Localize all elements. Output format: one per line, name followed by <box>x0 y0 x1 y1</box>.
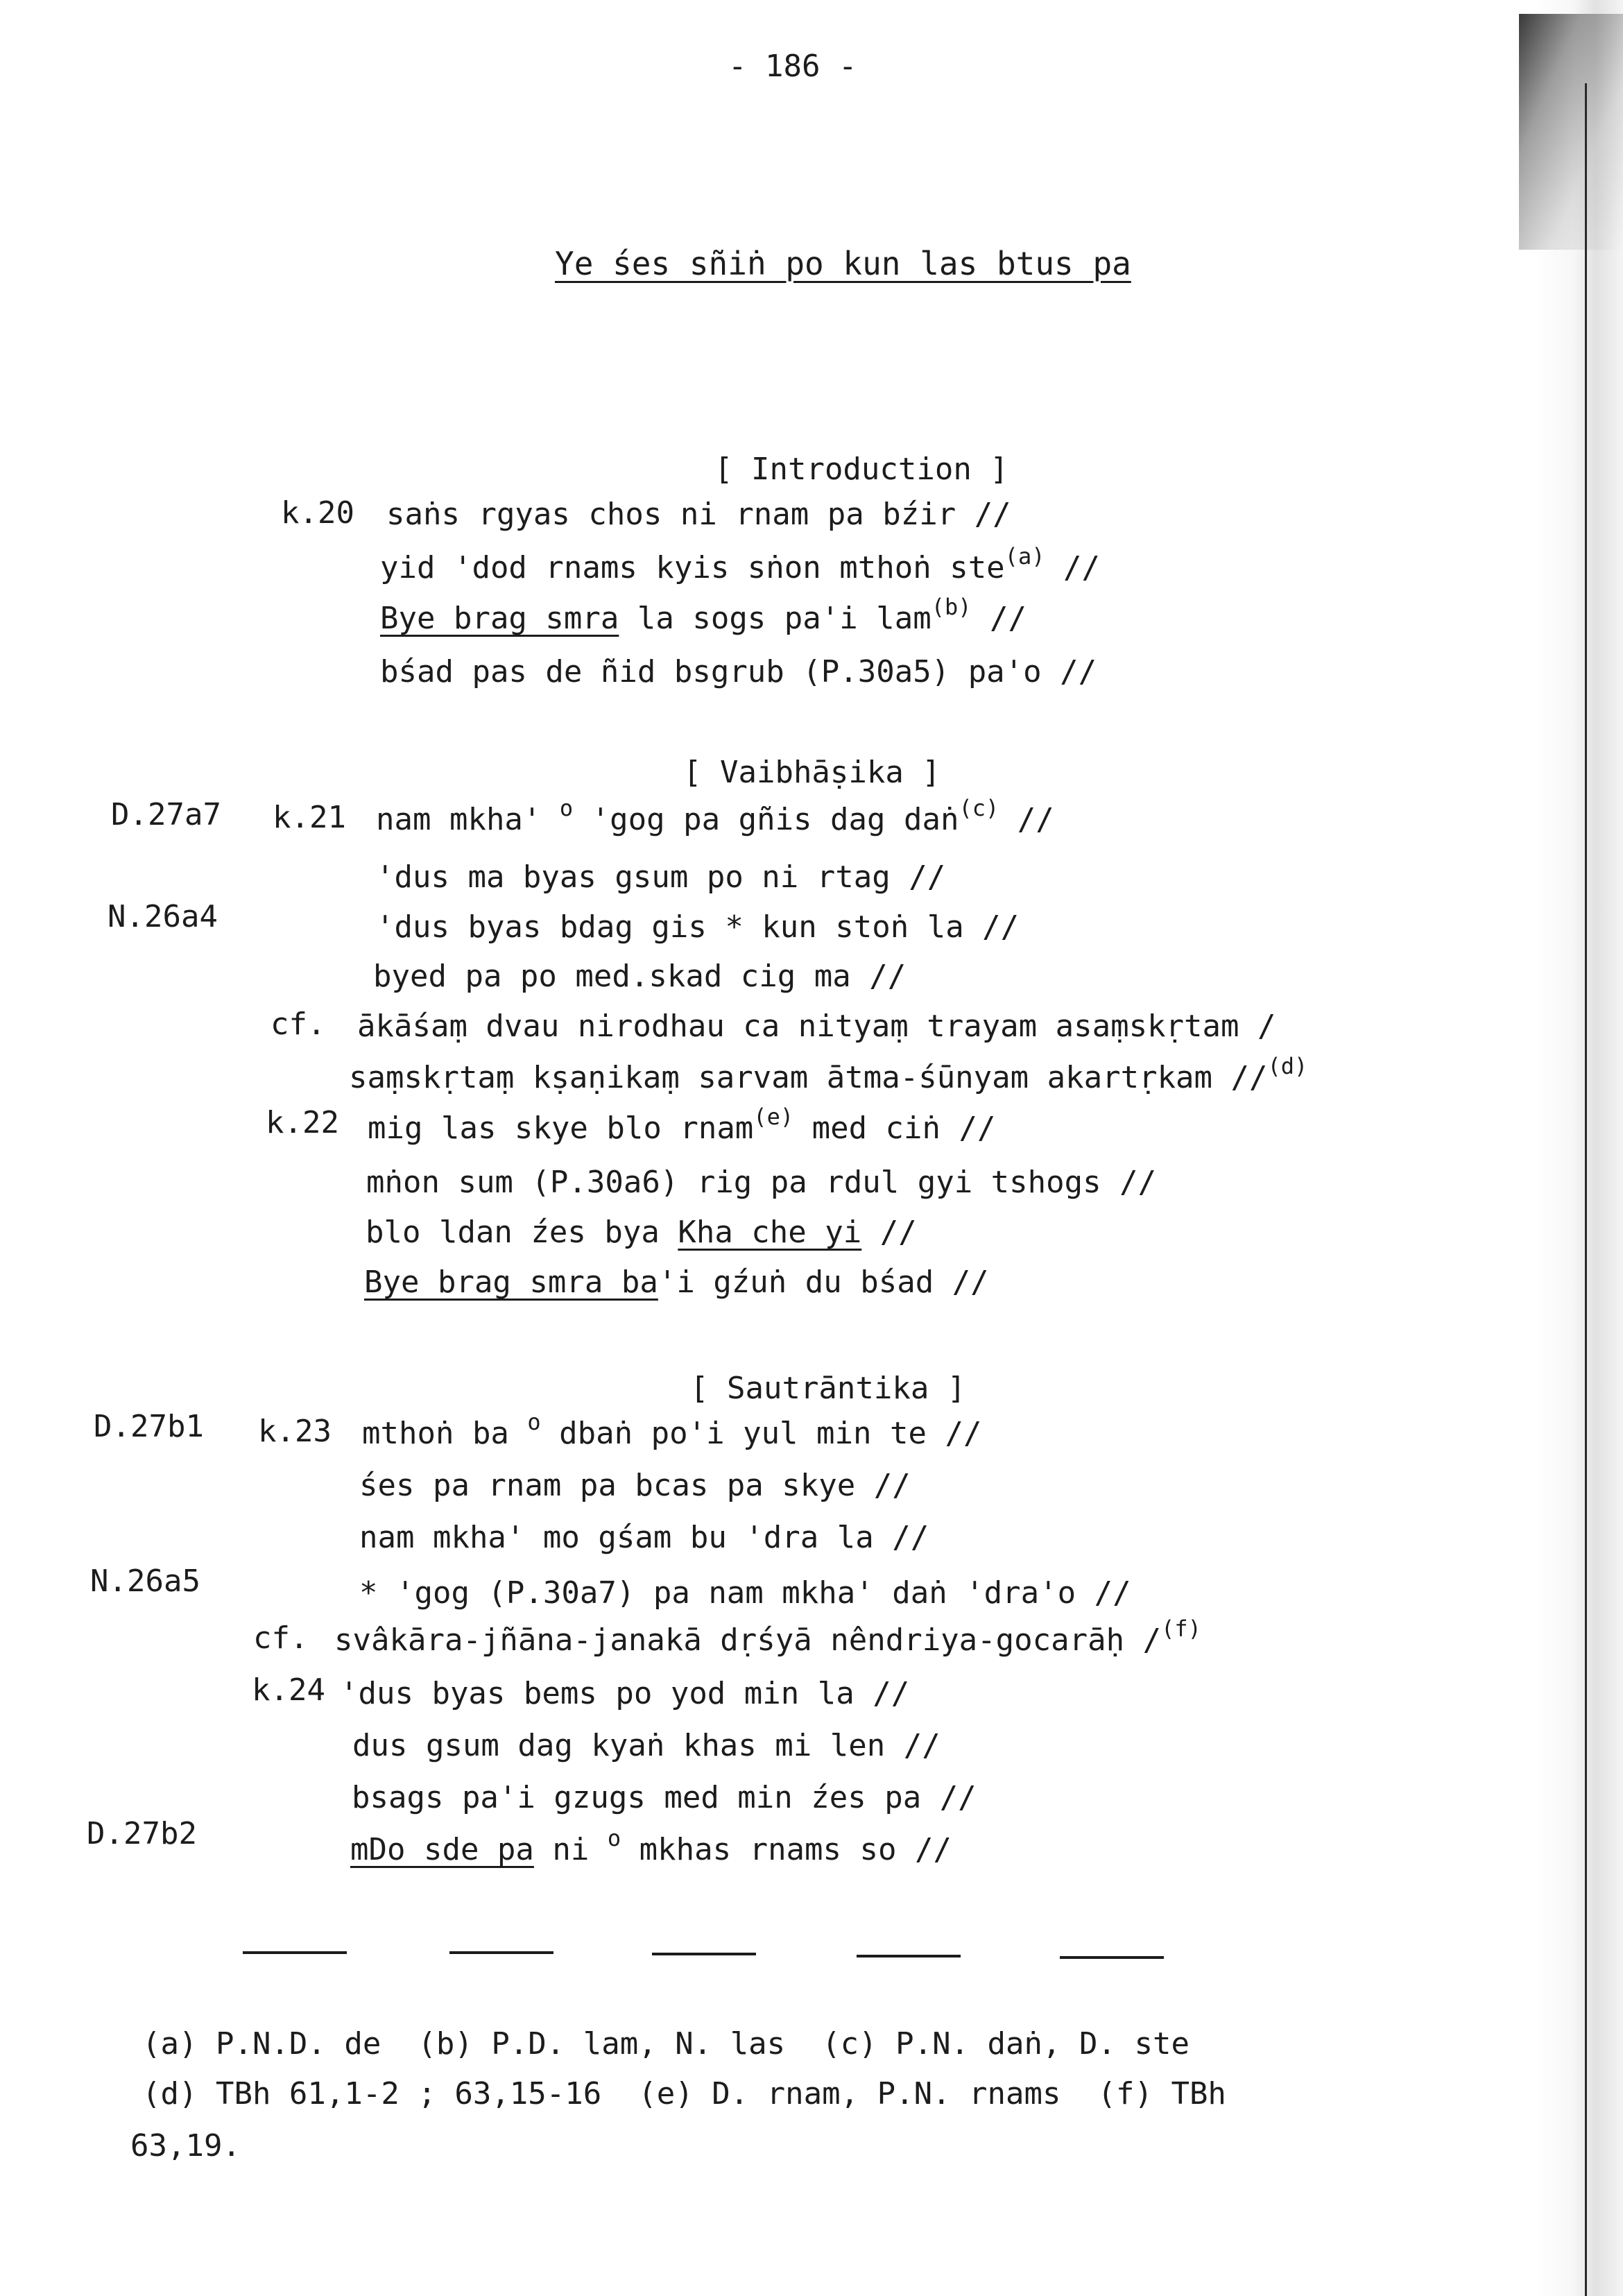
footnote-marker: (e) <box>753 1104 794 1130</box>
footnote-separator-dash <box>857 1955 961 1957</box>
margin-reference: D.27b2 <box>87 1816 197 1851</box>
footnote-marker: (a) <box>1004 543 1045 569</box>
verse-line: Bye brag smra ba'i gźuṅ du bśad // <box>364 1265 989 1300</box>
degree-mark: o <box>607 1825 621 1851</box>
cf-marker: cf. <box>270 1006 326 1042</box>
section-heading-vaibhasika: [ Vaibhāṣika ] <box>683 755 941 790</box>
page-edge-corner-shadow <box>1519 14 1623 250</box>
footnote-separator-dash <box>652 1953 756 1955</box>
section-heading-introduction: [ Introduction ] <box>714 452 1008 487</box>
footnote-marker: (d) <box>1267 1053 1308 1079</box>
footnote-separator-dash <box>449 1951 553 1954</box>
verse-line: * 'gog (P.30a7) pa nam mkha' daṅ 'dra'o // <box>359 1575 1131 1611</box>
verse-line: dus gsum dag kyaṅ khas mi len // <box>352 1728 941 1763</box>
verse-line: bśad pas de ñid bsgrub (P.30a5) pa'o // <box>380 654 1097 689</box>
verse-line: yid 'dod rnams kyis sṅon mthoṅ ste$^{(a)}$ // <box>380 543 1100 585</box>
verse-number-k23: k.23 <box>258 1414 332 1449</box>
verse-number-k24: k.24 <box>252 1672 325 1708</box>
verse-line: nam mkha' mo gśam bu 'dra la // <box>359 1520 929 1555</box>
page-edge-shadow <box>1533 0 1623 2296</box>
sanskrit-line: svâkāra-jñāna-janakā dṛśyā nêndriya-gocarāḥ /$^{(f)}$ <box>334 1616 1201 1658</box>
page-title: Ye śes sñiṅ po kun las btus pa <box>555 245 1131 282</box>
margin-reference: N.26a4 <box>108 899 218 934</box>
margin-reference: D.27a7 <box>111 797 221 832</box>
verse-line: 'dus byas bdag gis * kun stoṅ la // <box>376 909 1020 945</box>
margin-reference: N.26a5 <box>90 1563 200 1599</box>
footnote-marker: (b) <box>931 594 972 620</box>
verse-line: śes pa rnam pa bcas pa skye // <box>359 1468 911 1503</box>
footnote-separator-dash <box>1060 1956 1164 1959</box>
verse-line: 'dus ma byas gsum po ni rtag // <box>376 859 946 895</box>
verse-line: nam mkha' $^o$ 'gog pa gñis dag daṅ$^{(c)}$ // <box>376 795 1054 837</box>
footnote-marker: (f) <box>1161 1616 1201 1642</box>
verse-line: Bye brag smra la sogs pa'i lam$^{(b)}$ // <box>380 594 1027 636</box>
margin-reference: D.27b1 <box>94 1409 204 1444</box>
degree-mark: o <box>559 795 574 821</box>
verse-line: 'dus byas bems po yod min la // <box>340 1676 910 1711</box>
footnote-line: 63,19. <box>130 2128 241 2164</box>
verse-number-k21: k.21 <box>273 800 346 835</box>
school-name: mDo sde pa <box>350 1832 534 1867</box>
footnote-separator-dash <box>243 1951 347 1954</box>
section-heading-sautrantika: [ Sautrāntika ] <box>690 1371 966 1406</box>
verse-number-k20: k.20 <box>281 495 354 531</box>
degree-mark: o <box>527 1409 541 1435</box>
school-name: Kha che yi <box>678 1215 862 1250</box>
verse-line: bsags pa'i gzugs med min źes pa // <box>352 1780 977 1815</box>
verse-line: mṅon sum (P.30a6) rig pa rdul gyi tshogs // <box>366 1165 1157 1200</box>
sanskrit-line: saṃskṛtaṃ kṣaṇikaṃ sarvam ātma-śūnyam akartṛkam //$^{(d)}$ <box>349 1053 1308 1095</box>
verse-line: byed pa po med.skad cig ma // <box>373 959 907 994</box>
page-number: - 186 - <box>728 49 857 84</box>
verse-line: blo ldan źes bya Kha che yi // <box>366 1215 917 1250</box>
verse-number-k22: k.22 <box>266 1105 339 1140</box>
school-name: Bye brag smra <box>380 601 619 636</box>
page-edge-line <box>1585 83 1587 2296</box>
footnote-line: (d) TBh 61,1-2 ; 63,15-16 (e) D. rnam, P.N. rnams (f) TBh <box>142 2076 1226 2111</box>
cf-marker: cf. <box>253 1620 309 1656</box>
sanskrit-line: ākāśaṃ dvau nirodhau ca nityaṃ trayam asaṃskṛtam / <box>357 1009 1276 1044</box>
verse-line: saṅs rgyas chos ni rnam pa bźir // <box>386 497 1011 532</box>
footnote-marker: (c) <box>959 795 999 821</box>
school-name: Bye brag smra ba <box>364 1265 658 1300</box>
verse-line: mDo sde pa ni $^o$ mkhas rnams so // <box>350 1825 952 1867</box>
footnote-line: (a) P.N.D. de (b) P.D. lam, N. las (c) P.N. daṅ, D. ste <box>142 2026 1190 2062</box>
verse-line: mthoṅ ba $^o$ dbaṅ po'i yul min te // <box>362 1409 982 1451</box>
verse-line: mig las skye blo rnam$^{(e)}$ med ciṅ // <box>368 1104 996 1146</box>
